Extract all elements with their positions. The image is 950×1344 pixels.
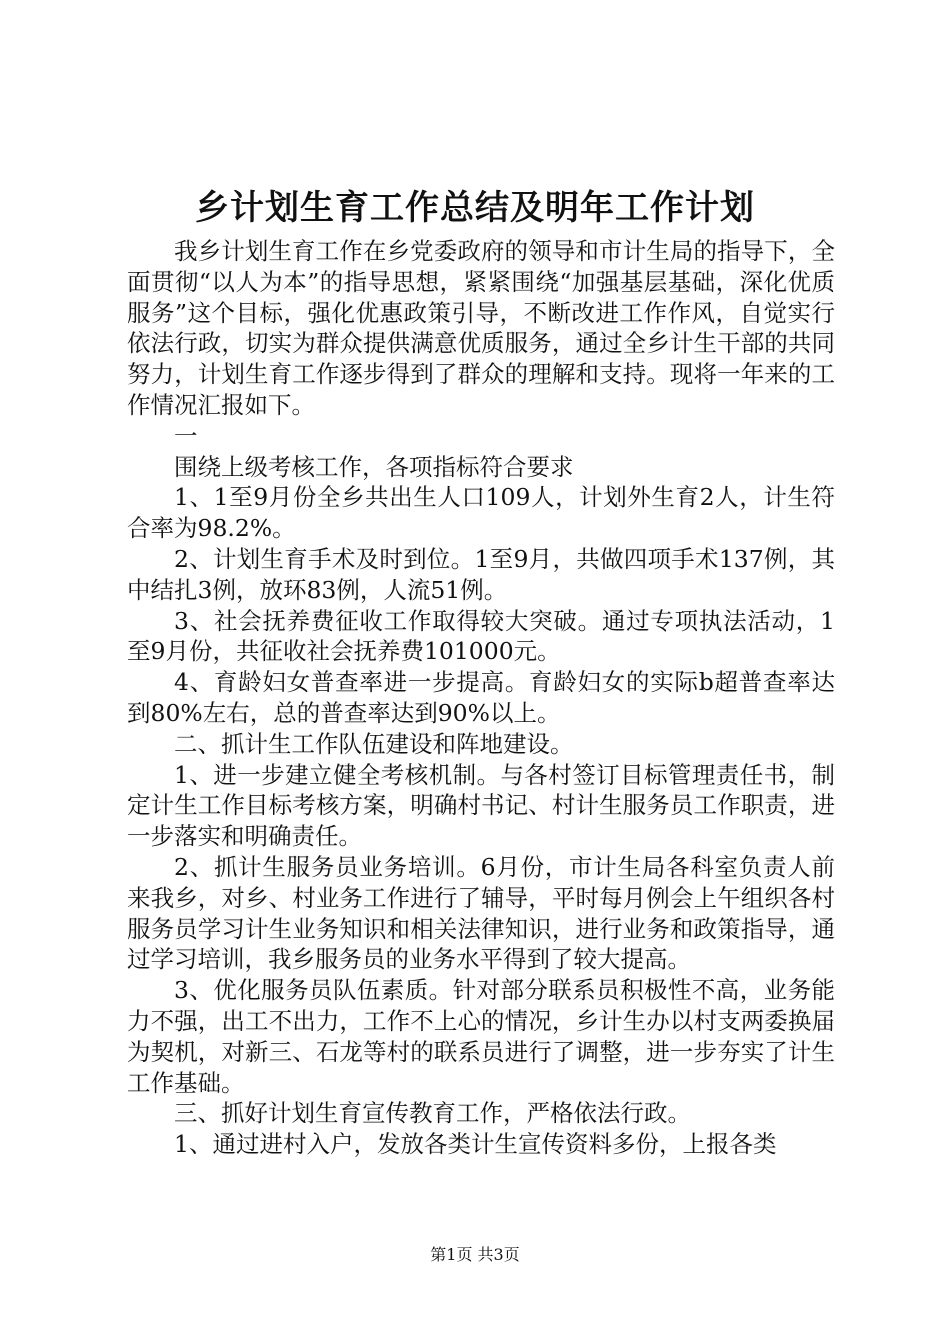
paragraph-item: 2、抓计生服务员业务培训。6月份，市计生局各科室负责人前来我乡，对乡、村业务工作进行了辅导，平时每月例会上午组织各村服务员学习计生业务知识和相关法律知识，进行业务和政策指导，通过学习培训，我乡服务员的业务水平得到了较大提高。 [127, 852, 835, 974]
document-body [127, 236, 835, 1160]
document-title: 乡计划生育工作总结及明年工作计划 [195, 188, 755, 228]
section-one-heading: 围绕上级考核工作，各项指标符合要求 [174, 452, 574, 481]
paragraph-item: 1、进一步建立健全考核机制。与各村签订目标管理责任书，制定计生工作目标考核方案，明确村书记、村计生服务员工作职责，进一步落实和明确责任。 [127, 760, 835, 851]
paragraph-item: 4、育龄妇女普查率进一步提高。育龄妇女的实际b超普查率达到80%左右，总的普查率达到90%以上。 [127, 668, 835, 727]
section-one-marker: 一 [174, 421, 198, 450]
section-three-heading: 三、抓好计划生育宣传教育工作，严格依法行政。 [174, 1099, 691, 1128]
paragraph-item: 1、1至9月份全乡共出生人口109人，计划外生育2人，计生符合率为98.2%。 [127, 483, 835, 543]
paragraph-item: 2、计划生育手术及时到位。1至9月，共做四项手术137例，其中结扎3例，放环83例，人流51例。 [127, 544, 835, 604]
paragraph-item: 3、优化服务员队伍素质。针对部分联系员积极性不高，业务能力不强，出工不出力，工作不上心的情况，乡计生办以村支两委换届为契机，对新三、石龙等村的联系员进行了调整，进一步夯实了计生工作基础。 [127, 976, 835, 1097]
paragraph-intro: 我乡计划生育工作在乡党委政府的领导和市计生局的指导下，全面贯彻“以人为本”的指导思想，紧紧围绕“加强基层基础，深化优质服务”这个目标，强化优惠政策引导，不断改进工作作风，自觉实行依法行政，切实为群众提供满意优质服务，通过全乡计生干部的共同努力，计划生育工作逐步得到了群众的理解和支持。现将一年来的工作情况汇报如下。 [127, 237, 835, 419]
paragraph-item: 3、社会抚养费征收工作取得较大突破。通过专项执法活动，1至9月份，共征收社会抚养费101000元。 [127, 606, 835, 666]
paragraph-item: 1、通过进村入户，发放各类计生宣传资料多份，上报各类 [174, 1130, 777, 1159]
section-two-heading: 二、抓计生工作队伍建设和阵地建设。 [174, 729, 574, 758]
page-footer: 第1页 共3页 [430, 1245, 520, 1264]
